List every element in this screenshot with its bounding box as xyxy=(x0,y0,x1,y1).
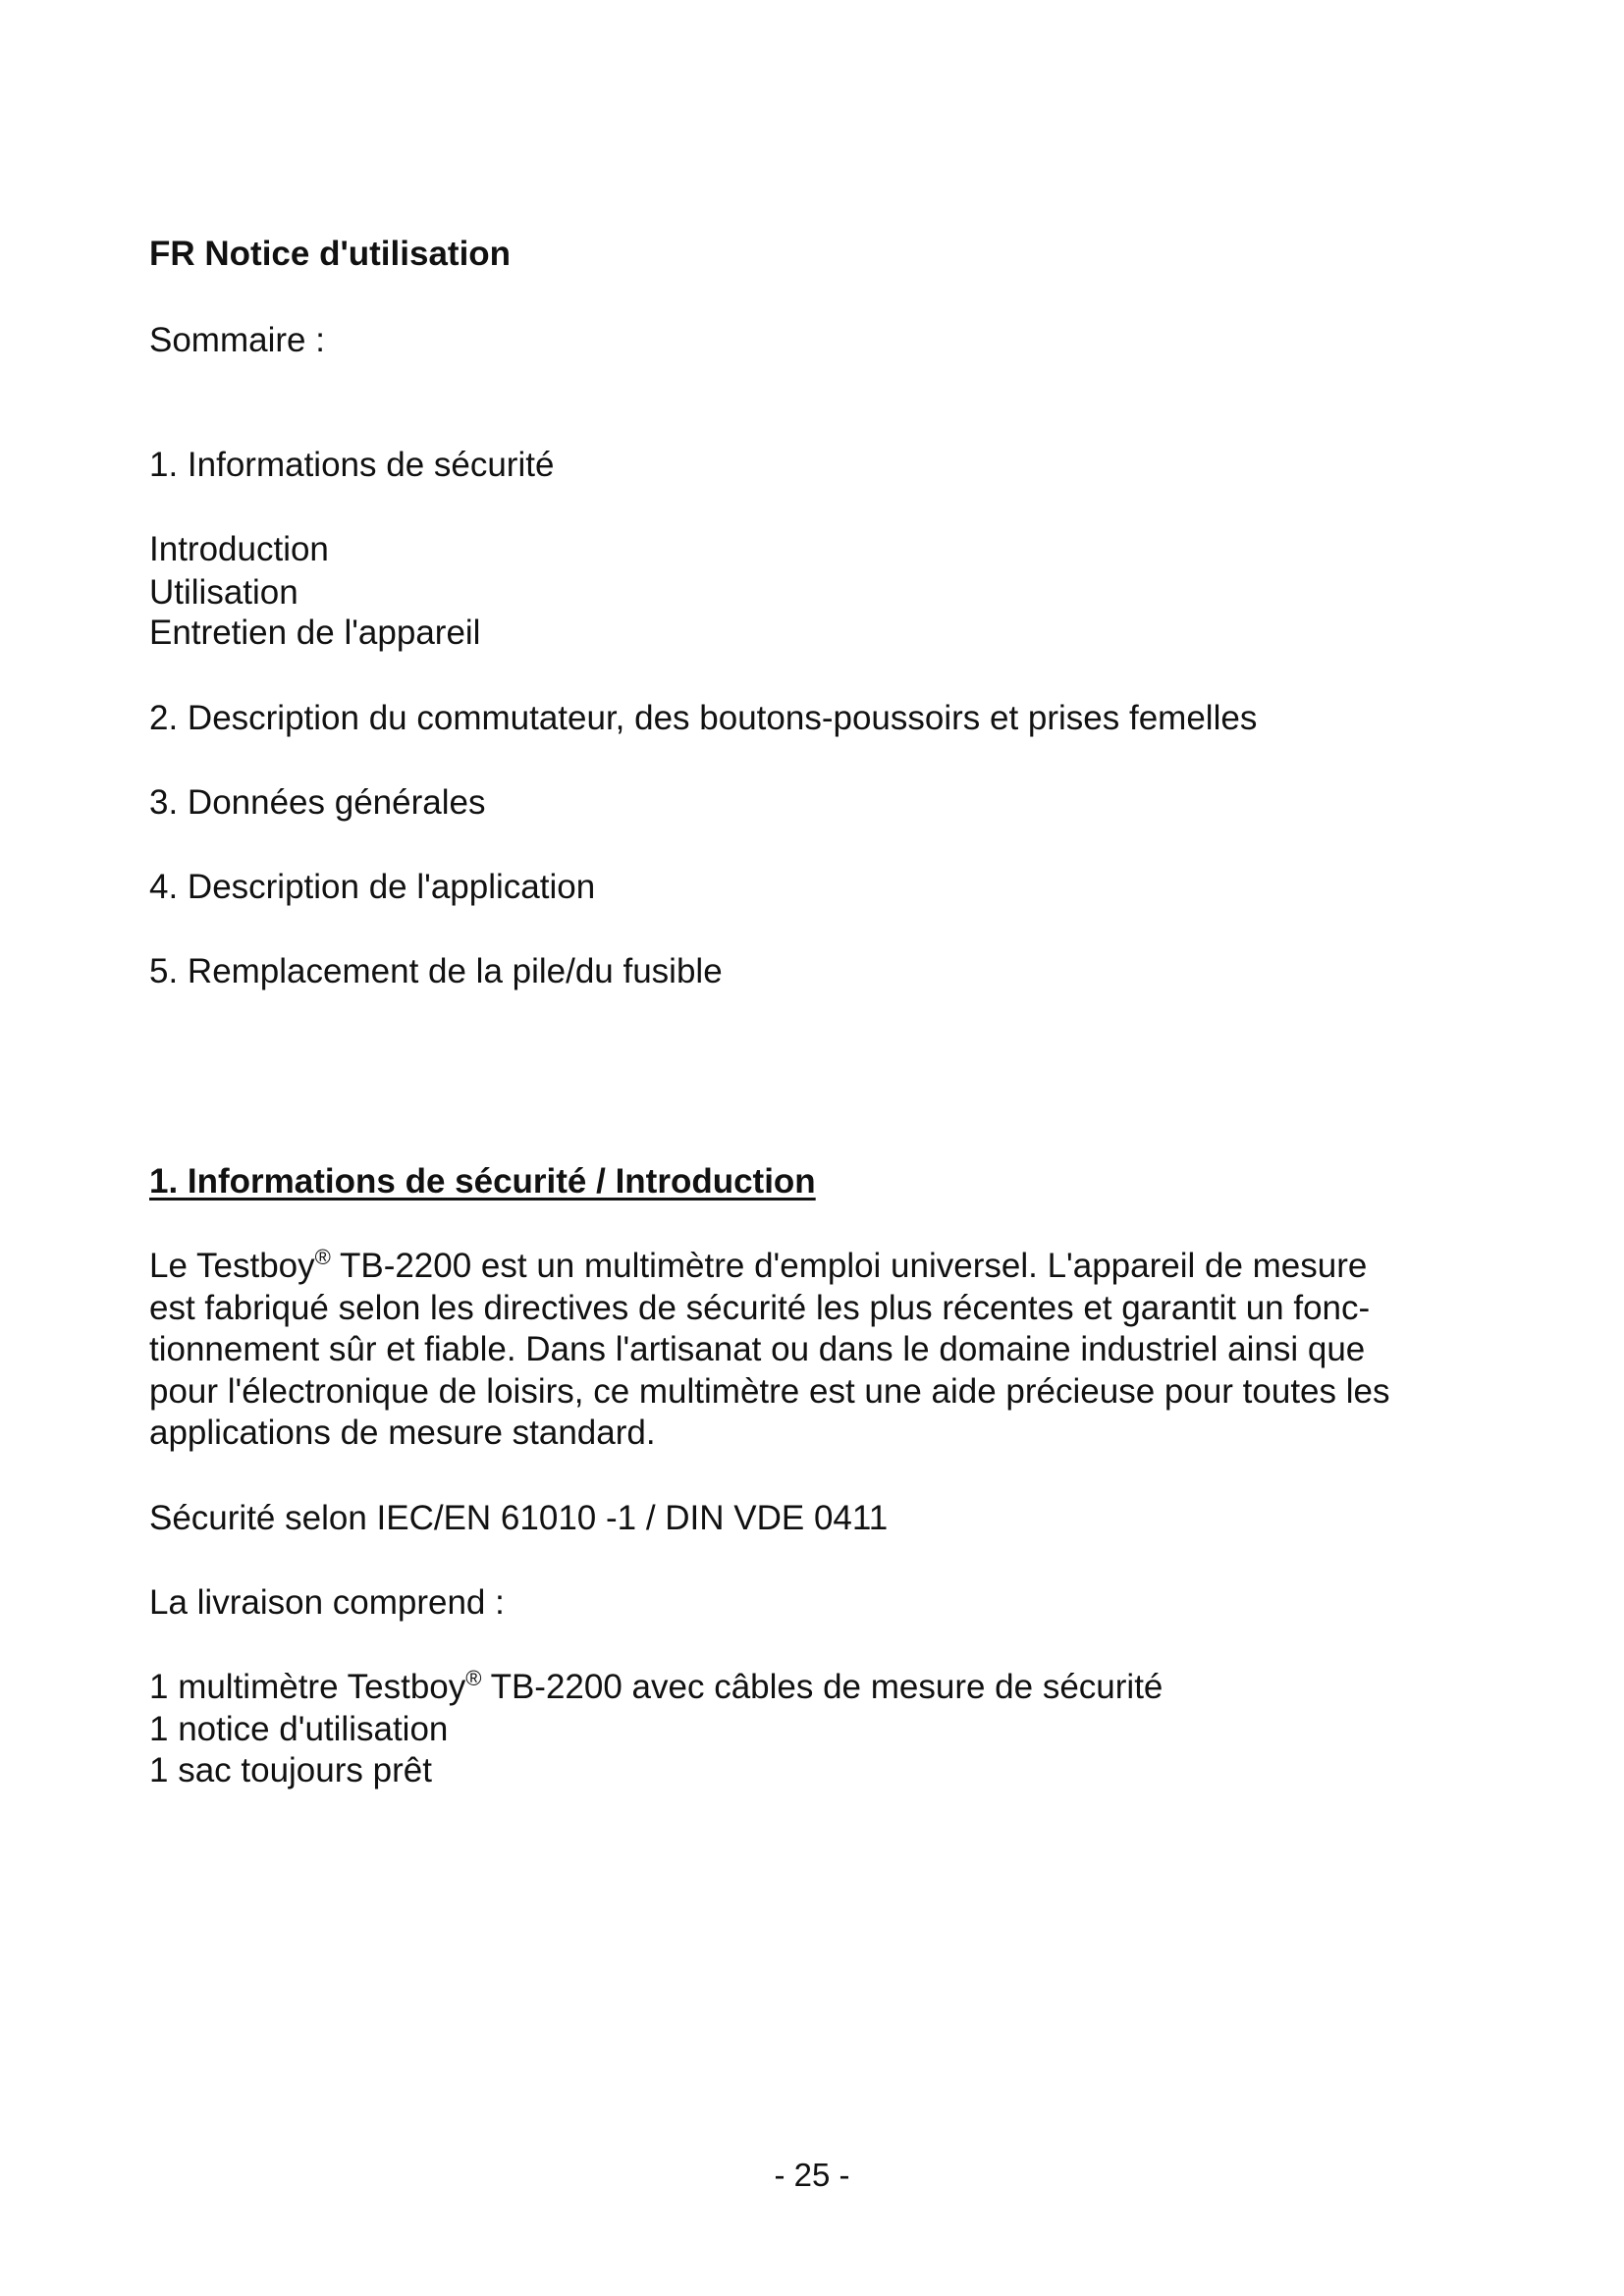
intro-line-3: tionnement sûr et fiable. Dans l'artisanat ou dans le domaine industriel ainsi que xyxy=(149,1330,1366,1368)
toc-item-4: 4. Description de l'application xyxy=(149,868,596,906)
toc-item-2: 2. Description du commutateur, des boutons-poussoirs et prises femelles xyxy=(149,699,1258,737)
delivery-item-bag: 1 sac toujours prêt xyxy=(149,1751,432,1789)
summary-label: Sommaire : xyxy=(149,321,325,359)
toc-subitem-utilisation: Utilisation xyxy=(149,573,298,612)
intro-line-2: est fabriqué selon les directives de sécurité les plus récentes et garantit un fonc- xyxy=(149,1288,1371,1327)
section-heading: 1. Informations de sécurité / Introduction xyxy=(149,1162,816,1201)
delivery-item-multimeter: 1 multimètre Testboy® TB-2200 avec câbles de mesure de sécurité xyxy=(149,1666,1164,1706)
intro-paragraph xyxy=(149,1246,1485,1455)
delivery-item-manual: 1 notice d'utilisation xyxy=(149,1709,449,1748)
document-title: FR Notice d'utilisation xyxy=(149,235,512,273)
intro-line-4: pour l'électronique de loisirs, ce multimètre est une aide précieuse pour toutes les xyxy=(149,1371,1390,1411)
delivery-label: La livraison comprend : xyxy=(149,1583,505,1622)
toc-item-5: 5. Remplacement de la pile/du fusible xyxy=(149,952,723,990)
safety-standard: Sécurité selon IEC/EN 61010 -1 / DIN VDE 0411 xyxy=(149,1499,889,1537)
toc-item-3: 3. Données générales xyxy=(149,783,486,822)
intro-line-5: applications de mesure standard. xyxy=(149,1414,656,1452)
intro-line-1: Le Testboy® TB-2200 est un multimètre d'emploi universel. L'appareil de mesure xyxy=(149,1245,1368,1285)
registered-mark: ® xyxy=(465,1666,482,1690)
page-number: - 25 - xyxy=(774,2157,850,2193)
toc-subitem-entretien: Entretien de l'appareil xyxy=(149,614,481,652)
toc-subitem-introduction: Introduction xyxy=(149,530,329,568)
toc-item-1: 1. Informations de sécurité xyxy=(149,446,555,484)
registered-mark: ® xyxy=(314,1245,331,1269)
delivery-list xyxy=(149,1667,1485,1792)
